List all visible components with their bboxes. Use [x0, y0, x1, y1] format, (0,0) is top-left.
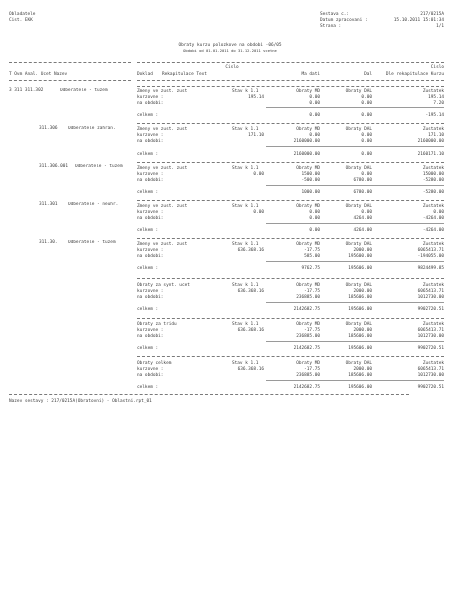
account-0-md-1: 0.00 — [309, 95, 320, 100]
account-0-dal-label: Obraty DAL — [345, 89, 372, 94]
account-3-zus-1: 0.00 — [433, 210, 444, 215]
summary-0-zus-2: 1012730.00 — [417, 295, 444, 300]
summary-2-sum-rule — [266, 380, 444, 381]
account-3-dal-2: 4264.00 — [353, 216, 372, 221]
account-3-md-2: 0.00 — [309, 216, 320, 221]
account-0-dal-2: 0.00 — [361, 101, 372, 106]
summary-1-md-1: -17.75 — [304, 328, 320, 333]
account-3-code: 311.301 — [39, 202, 58, 207]
account-0-zus-1: 195.14 — [428, 95, 444, 100]
account-4-celkem-dal: 195606.00 — [348, 266, 372, 271]
summary-0-dal-label: Obraty DAL — [345, 283, 372, 288]
account-1-md-1: 0.00 — [309, 133, 320, 138]
account-2-dal-1: 0.00 — [361, 172, 372, 177]
account-2-dal-2: 6780.00 — [353, 178, 372, 183]
col-header-doklad: Doklad — [137, 72, 153, 77]
account-3-top-rule — [137, 200, 444, 201]
header-rule-left-2 — [9, 80, 131, 81]
account-3-stav-val: 0.00 — [253, 210, 264, 215]
account-4-kurzy: kurzovne : — [137, 248, 164, 253]
account-3-na-obdobi: na obdobi: — [137, 216, 164, 221]
account-1-celkem-dal: 0.00 — [361, 152, 372, 157]
account-2-code: 311.306.001 — [39, 164, 69, 169]
account-0-celkem-md: 0.00 — [309, 113, 320, 118]
account-1-stav-val: 171.10 — [248, 133, 264, 138]
summary-0-kurzy: kurzovne : — [137, 289, 164, 294]
account-2-dal-label: Obraty DAL — [345, 166, 372, 171]
account-0-md-label: Obraty MD — [296, 89, 320, 94]
account-4-zus-1: 6065413.71 — [417, 248, 444, 253]
account-4-celkem-zus: 9824499.85 — [417, 266, 444, 271]
summary-0-stav: Stav k 1.1 — [232, 283, 259, 288]
account-0-stav: Stav k 1.1 — [232, 89, 259, 94]
report-subtitle: Obdobi od 01.01.2011 do 31.12.2011 vcetne — [183, 48, 277, 53]
account-0-code: 3 311 311.302 — [9, 88, 44, 93]
account-3-zus-2: -4264.00 — [422, 216, 444, 221]
account-3-celkem-md: 0.00 — [309, 228, 320, 233]
header-value-sestava: 217/0215A — [420, 12, 444, 17]
account-0-name: Odberatele - tuzem — [60, 88, 108, 93]
summary-0-celkem-dal: 195606.00 — [348, 307, 372, 312]
account-2-celkem-label: celkem : — [137, 190, 159, 195]
account-2-md-2: -500.00 — [301, 178, 320, 183]
account-4-celkem-md: 9762.75 — [301, 266, 320, 271]
account-1-zmeny: Zmeny ve zust. zust — [137, 127, 188, 132]
account-2-name: Odberatele - tuzem — [75, 164, 123, 169]
account-0-md-2: 0.00 — [309, 101, 320, 106]
account-4-md-2: 585.00 — [304, 254, 320, 259]
account-3-md-1: 0.00 — [309, 210, 320, 215]
header-rule-left — [9, 62, 131, 63]
account-1-dal-2: 0.00 — [361, 139, 372, 144]
col-header-text: Rekapitulace Text — [162, 72, 207, 77]
summary-0-stav-val: 636.368.16 — [237, 289, 264, 294]
header-value-strana: 1/1 — [436, 24, 444, 29]
account-0-dal-1: 0.00 — [361, 95, 372, 100]
account-4-celkem-label: celkem : — [137, 266, 159, 271]
col-header-md: Ma dati — [301, 72, 320, 77]
account-1-name: Odberatele zahran. — [68, 126, 116, 131]
account-2-md-1: 1500.00 — [301, 172, 320, 177]
summary-2-label: Obraty celkem — [137, 361, 172, 366]
account-4-md-1: -17.75 — [304, 248, 320, 253]
account-0-kurzy: kurzovne : — [137, 95, 164, 100]
account-3-celkem-dal: 4264.00 — [353, 228, 372, 233]
account-0-na-obdobi: na obdobi: — [137, 101, 164, 106]
report-title: Obraty kurzu polozkove na obdobi -06/05 — [178, 43, 282, 48]
account-1-kurzy: kurzovne : — [137, 133, 164, 138]
account-3-celkem-zus: -4264.00 — [422, 228, 444, 233]
account-1-zus-2: 2160000.00 — [417, 139, 444, 144]
summary-1-dal-label: Obraty DAL — [345, 322, 372, 327]
summary-2-dal-label: Obraty DAL — [345, 361, 372, 366]
summary-2-md-label: Obraty MD — [296, 361, 320, 366]
bottom-rule — [9, 394, 409, 395]
account-1-dal-label: Obraty DAL — [345, 127, 372, 132]
account-1-md-label: Obraty MD — [296, 127, 320, 132]
summary-2-zus-2: 1012730.00 — [417, 373, 444, 378]
account-4-stav-val: 636.368.16 — [237, 248, 264, 253]
summary-2-kurzy: kurzovne : — [137, 367, 164, 372]
summary-1-celkem-zus: 9902720.51 — [417, 346, 444, 351]
account-1-zus-1: 171.10 — [428, 133, 444, 138]
summary-0-na-obdobi: na obdobi: — [137, 295, 164, 300]
col-header-zustatek: Dle rekapitulace Kurzu — [385, 72, 444, 77]
account-2-celkem-md: 1000.00 — [301, 190, 320, 195]
account-0-celkem-dal: 0.00 — [361, 113, 372, 118]
header-label-sestava: Sestava c.: — [320, 12, 350, 17]
summary-0-md-label: Obraty MD — [296, 283, 320, 288]
col-header-left: T Ovm Anal. Ucet Nazev — [9, 72, 68, 77]
account-4-zus-2: -194055.00 — [417, 254, 444, 259]
account-0-zmeny: Zmeny ve zust. zust — [137, 89, 188, 94]
account-2-top-rule — [137, 162, 444, 163]
account-0-stav-val: 195.14 — [248, 95, 264, 100]
summary-2-zus-label: Zustatek — [422, 361, 444, 366]
header-left-line1: Obladatele — [9, 12, 36, 17]
summary-1-kurzy: kurzovne : — [137, 328, 164, 333]
summary-1-md-2: 236885.00 — [296, 334, 320, 339]
summary-1-zus-label: Zustatek — [422, 322, 444, 327]
account-2-zus-1: 15000.00 — [422, 172, 444, 177]
account-2-md-label: Obraty MD — [296, 166, 320, 171]
summary-2-na-obdobi: na obdobi: — [137, 373, 164, 378]
summary-2-top-rule — [137, 356, 444, 357]
summary-2-celkem-label: celkem : — [137, 385, 159, 390]
summary-1-md-label: Obraty MD — [296, 322, 320, 327]
account-3-zus-label: Zustatek — [422, 204, 444, 209]
summary-2-dal-2: 185606.00 — [348, 373, 372, 378]
summary-0-celkem-md: 2142682.75 — [293, 307, 320, 312]
summary-2-md-1: -17.75 — [304, 367, 320, 372]
account-2-stav-val: 0.00 — [253, 172, 264, 177]
account-1-stav: Stav k 1.1 — [232, 127, 259, 132]
account-1-celkem-md: 2160000.00 — [293, 152, 320, 157]
summary-1-zus-2: 1012730.00 — [417, 334, 444, 339]
account-3-sum-rule — [266, 223, 444, 224]
account-4-dal-label: Obraty DAL — [345, 242, 372, 247]
account-2-kurzy: kurzovne : — [137, 172, 164, 177]
summary-1-celkem-label: celkem : — [137, 346, 159, 351]
summary-1-label: Obraty za tridu — [137, 322, 177, 327]
summary-2-stav-val: 636.368.16 — [237, 367, 264, 372]
summary-0-dal-2: 185606.00 — [348, 295, 372, 300]
summary-0-md-2: 236885.00 — [296, 295, 320, 300]
account-4-code: 311.30. — [39, 240, 58, 245]
col-group-cislo-2: Cislo — [430, 65, 444, 70]
account-4-dal-2: 195600.00 — [348, 254, 372, 259]
account-4-dal-1: 2000.00 — [353, 248, 372, 253]
account-4-name: Odberatele - tuzem — [68, 240, 116, 245]
account-1-celkem-label: celkem : — [137, 152, 159, 157]
account-2-zus-label: Zustatek — [422, 166, 444, 171]
summary-0-sum-rule — [266, 302, 444, 303]
summary-0-zus-label: Zustatek — [422, 283, 444, 288]
summary-2-zus-1: 6065413.71 — [417, 367, 444, 372]
account-4-md-label: Obraty MD — [296, 242, 320, 247]
col-group-cislo-1: Cislo — [225, 65, 239, 70]
account-2-na-obdobi: na obdobi: — [137, 178, 164, 183]
summary-1-stav-val: 636.368.16 — [237, 328, 264, 333]
header-label-datum: Datum zpracovani : — [320, 18, 368, 23]
summary-1-celkem-md: 2142682.75 — [293, 346, 320, 351]
header-left-line2: Cist. EKK — [9, 18, 33, 23]
summary-1-celkem-dal: 195606.00 — [348, 346, 372, 351]
account-1-celkem-zus: 2160171.10 — [417, 152, 444, 157]
summary-0-label: Obraty za synt. ucet — [137, 283, 190, 288]
summary-2-stav: Stav k 1.1 — [232, 361, 259, 366]
account-4-zus-label: Zustatek — [422, 242, 444, 247]
account-4-zmeny: Zmeny ve zust. zust — [137, 242, 188, 247]
account-3-stav: Stav k 1.1 — [232, 204, 259, 209]
account-1-na-obdobi: na obdobi: — [137, 139, 164, 144]
account-0-top-rule — [137, 86, 444, 87]
account-1-code: 311.306 — [39, 126, 58, 131]
summary-1-stav: Stav k 1.1 — [232, 322, 259, 327]
account-3-dal-1: 0.00 — [361, 210, 372, 215]
account-1-top-rule — [137, 123, 444, 124]
account-2-sum-rule — [266, 185, 444, 186]
summary-1-dal-2: 185606.00 — [348, 334, 372, 339]
account-1-md-2: 2160000.00 — [293, 139, 320, 144]
header-rule-right — [137, 62, 444, 63]
summary-1-dal-1: 2000.00 — [353, 328, 372, 333]
account-1-sum-rule — [266, 146, 444, 147]
account-4-sum-rule — [266, 261, 444, 262]
summary-0-celkem-label: celkem : — [137, 307, 159, 312]
account-0-celkem-label: celkem : — [137, 113, 159, 118]
account-1-zus-label: Zustatek — [422, 127, 444, 132]
account-3-dal-label: Obraty DAL — [345, 204, 372, 209]
summary-0-top-rule — [137, 278, 444, 279]
summary-0-md-1: -17.75 — [304, 289, 320, 294]
account-3-zmeny: Zmeny ve zust. zust — [137, 204, 188, 209]
account-4-top-rule — [137, 238, 444, 239]
header-value-datum: 15.10.2011 15:01:34 — [393, 18, 444, 23]
summary-2-md-2: 236885.00 — [296, 373, 320, 378]
account-0-zus-2: 7.20 — [433, 101, 444, 106]
header-rule-right-2 — [137, 80, 444, 81]
account-3-kurzy: kurzovne : — [137, 210, 164, 215]
summary-0-zus-1: 6065413.71 — [417, 289, 444, 294]
account-0-celkem-zus: -195.14 — [425, 113, 444, 118]
header-label-strana: Strana : — [320, 24, 342, 29]
summary-1-sum-rule — [266, 341, 444, 342]
account-0-sum-rule — [266, 107, 444, 108]
summary-1-na-obdobi: na obdobi: — [137, 334, 164, 339]
account-1-dal-1: 0.00 — [361, 133, 372, 138]
summary-0-dal-1: 2000.00 — [353, 289, 372, 294]
account-3-name: Odberatele - neuhr. — [68, 202, 119, 207]
account-2-stav: Stav k 1.1 — [232, 166, 259, 171]
summary-0-celkem-zus: 9902720.51 — [417, 307, 444, 312]
account-2-celkem-zus: -5280.00 — [422, 190, 444, 195]
col-header-dal: Dal — [364, 72, 372, 77]
summary-2-celkem-md: 2142682.75 — [293, 385, 320, 390]
summary-2-celkem-zus: 9902720.51 — [417, 385, 444, 390]
account-2-zus-2: -5280.00 — [422, 178, 444, 183]
account-4-stav: Stav k 1.1 — [232, 242, 259, 247]
summary-1-top-rule — [137, 318, 444, 319]
footer-report-name: Nazev sestavy : 217/0215A(Obratovni) - Oblastni.rpt_01 — [9, 399, 152, 404]
summary-1-zus-1: 6065413.71 — [417, 328, 444, 333]
account-4-na-obdobi: na obdobi: — [137, 254, 164, 259]
summary-2-celkem-dal: 195606.00 — [348, 385, 372, 390]
account-0-zus-label: Zustatek — [422, 89, 444, 94]
account-3-celkem-label: celkem : — [137, 228, 159, 233]
account-2-zmeny: Zmeny ve zust. zust — [137, 166, 188, 171]
summary-2-dal-1: 2000.00 — [353, 367, 372, 372]
account-3-md-label: Obraty MD — [296, 204, 320, 209]
account-2-celkem-dal: 6780.00 — [353, 190, 372, 195]
